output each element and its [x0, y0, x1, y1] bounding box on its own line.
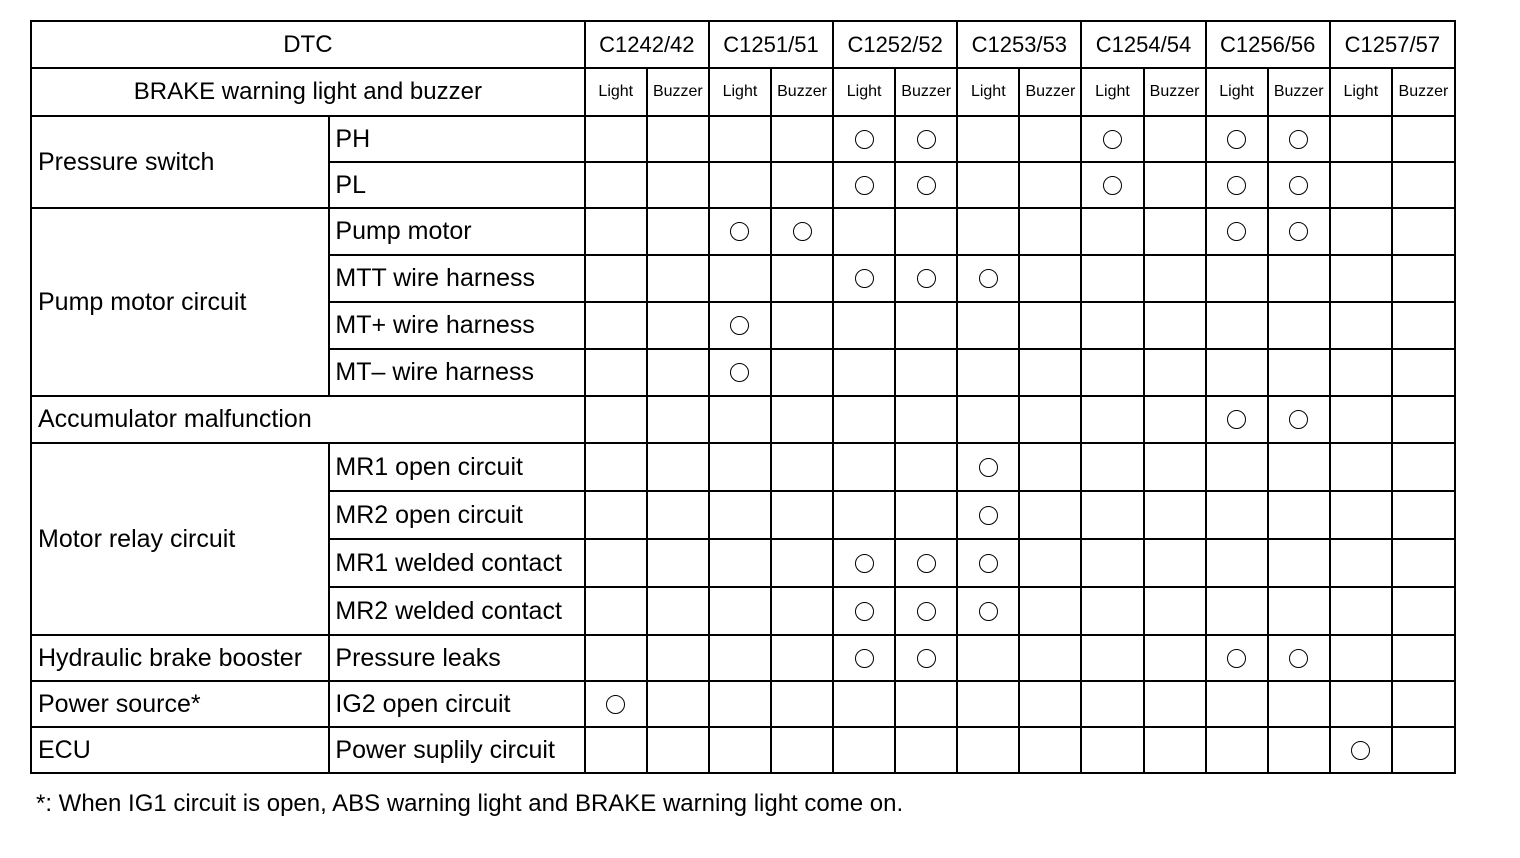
buzzer-mark-cell	[1268, 208, 1330, 255]
circle-mark-icon	[1351, 741, 1370, 760]
circle-mark-icon	[855, 130, 874, 149]
table-row	[31, 116, 1455, 162]
dtc-code: C1254/54	[1081, 21, 1205, 68]
light-mark-cell	[957, 681, 1019, 727]
category-cell: Hydraulic brake booster	[31, 635, 329, 681]
circle-mark-icon	[730, 316, 749, 335]
item-cell: IG2 open circuit	[329, 681, 584, 727]
buzzer-mark-cell	[1144, 587, 1206, 635]
buzzer-mark-cell	[1019, 116, 1081, 162]
light-subheader: Light	[957, 68, 1019, 116]
buzzer-mark-cell	[1392, 349, 1455, 396]
buzzer-mark-cell	[1392, 539, 1455, 587]
buzzer-mark-cell	[1392, 491, 1455, 539]
buzzer-mark-cell	[771, 443, 833, 491]
light-mark-cell	[833, 681, 895, 727]
buzzer-mark-cell	[1268, 255, 1330, 302]
light-mark-cell	[957, 727, 1019, 773]
circle-mark-icon	[1103, 176, 1122, 195]
light-mark-cell	[1330, 302, 1392, 349]
light-mark-cell	[833, 396, 895, 443]
category-cell: Pump motor circuit	[31, 208, 329, 396]
buzzer-mark-cell	[1392, 162, 1455, 208]
buzzer-mark-cell	[895, 491, 957, 539]
buzzer-mark-cell	[1392, 396, 1455, 443]
light-mark-cell	[1206, 635, 1268, 681]
light-mark-cell	[585, 587, 647, 635]
buzzer-mark-cell	[647, 116, 709, 162]
buzzer-mark-cell	[1019, 539, 1081, 587]
light-mark-cell	[957, 635, 1019, 681]
light-mark-cell	[1081, 302, 1143, 349]
buzzer-mark-cell	[1392, 116, 1455, 162]
light-mark-cell	[709, 635, 771, 681]
buzzer-mark-cell	[895, 116, 957, 162]
circle-mark-icon	[979, 554, 998, 573]
buzzer-mark-cell	[1144, 162, 1206, 208]
buzzer-mark-cell	[1268, 727, 1330, 773]
light-mark-cell	[585, 255, 647, 302]
light-mark-cell	[1081, 396, 1143, 443]
item-cell: MR2 open circuit	[329, 491, 584, 539]
circle-mark-icon	[855, 269, 874, 288]
buzzer-mark-cell	[1019, 255, 1081, 302]
light-mark-cell	[585, 349, 647, 396]
buzzer-mark-cell	[895, 208, 957, 255]
item-cell: Pressure leaks	[329, 635, 584, 681]
buzzer-mark-cell	[1144, 255, 1206, 302]
light-mark-cell	[585, 443, 647, 491]
buzzer-subheader: Buzzer	[647, 68, 709, 116]
circle-mark-icon	[917, 602, 936, 621]
light-mark-cell	[1330, 116, 1392, 162]
light-mark-cell	[585, 727, 647, 773]
light-mark-cell	[585, 208, 647, 255]
buzzer-mark-cell	[1144, 681, 1206, 727]
buzzer-mark-cell	[1268, 443, 1330, 491]
light-mark-cell	[833, 491, 895, 539]
light-mark-cell	[957, 302, 1019, 349]
light-mark-cell	[1081, 635, 1143, 681]
buzzer-mark-cell	[647, 635, 709, 681]
light-mark-cell	[585, 116, 647, 162]
buzzer-mark-cell	[647, 539, 709, 587]
buzzer-mark-cell	[895, 635, 957, 681]
buzzer-mark-cell	[895, 255, 957, 302]
buzzer-mark-cell	[1019, 491, 1081, 539]
table-row	[31, 727, 1455, 773]
buzzer-mark-cell	[647, 587, 709, 635]
light-mark-cell	[709, 208, 771, 255]
buzzer-mark-cell	[1392, 681, 1455, 727]
light-mark-cell	[585, 162, 647, 208]
light-mark-cell	[1081, 162, 1143, 208]
buzzer-mark-cell	[1019, 727, 1081, 773]
circle-mark-icon	[917, 130, 936, 149]
buzzer-mark-cell	[1019, 302, 1081, 349]
buzzer-mark-cell	[771, 727, 833, 773]
circle-mark-icon	[730, 363, 749, 382]
light-mark-cell	[1206, 162, 1268, 208]
buzzer-mark-cell	[1268, 302, 1330, 349]
circle-mark-icon	[855, 602, 874, 621]
buzzer-mark-cell	[1019, 635, 1081, 681]
light-mark-cell	[1330, 162, 1392, 208]
buzzer-mark-cell	[1268, 491, 1330, 539]
light-mark-cell	[1330, 491, 1392, 539]
category-cell: Motor relay circuit	[31, 443, 329, 635]
footnote: *: When IG1 circuit is open, ABS warning light and BRAKE warning light come on.	[36, 790, 904, 817]
dtc-label: DTC	[31, 21, 585, 68]
circle-mark-icon	[1103, 130, 1122, 149]
buzzer-mark-cell	[895, 539, 957, 587]
light-mark-cell	[1081, 443, 1143, 491]
buzzer-mark-cell	[647, 349, 709, 396]
circle-mark-icon	[917, 176, 936, 195]
light-mark-cell	[709, 349, 771, 396]
light-mark-cell	[709, 539, 771, 587]
light-mark-cell	[833, 255, 895, 302]
circle-mark-icon	[979, 506, 998, 525]
light-subheader: Light	[709, 68, 771, 116]
buzzer-mark-cell	[895, 162, 957, 208]
dtc-code: C1253/53	[957, 21, 1081, 68]
light-mark-cell	[1206, 491, 1268, 539]
circle-mark-icon	[793, 222, 812, 241]
table-row	[31, 635, 1455, 681]
circle-mark-icon	[1227, 649, 1246, 668]
buzzer-mark-cell	[1019, 162, 1081, 208]
item-cell: PL	[329, 162, 584, 208]
light-mark-cell	[1330, 587, 1392, 635]
dtc-code: C1257/57	[1330, 21, 1455, 68]
light-mark-cell	[833, 302, 895, 349]
dtc-code: C1242/42	[585, 21, 709, 68]
dtc-code: C1256/56	[1206, 21, 1330, 68]
light-mark-cell	[833, 727, 895, 773]
light-mark-cell	[709, 116, 771, 162]
circle-mark-icon	[1289, 130, 1308, 149]
buzzer-mark-cell	[647, 302, 709, 349]
light-mark-cell	[1081, 349, 1143, 396]
item-cell: PH	[329, 116, 584, 162]
buzzer-mark-cell	[895, 349, 957, 396]
buzzer-mark-cell	[1268, 349, 1330, 396]
light-mark-cell	[1081, 208, 1143, 255]
buzzer-mark-cell	[1268, 587, 1330, 635]
buzzer-mark-cell	[1392, 727, 1455, 773]
buzzer-mark-cell	[771, 539, 833, 587]
light-mark-cell	[957, 116, 1019, 162]
table-row	[31, 681, 1455, 727]
buzzer-mark-cell	[1019, 681, 1081, 727]
circle-mark-icon	[1289, 410, 1308, 429]
light-mark-cell	[833, 116, 895, 162]
buzzer-mark-cell	[771, 349, 833, 396]
brake-warning-label: BRAKE warning light and buzzer	[31, 68, 585, 116]
light-mark-cell	[957, 587, 1019, 635]
light-mark-cell	[1206, 539, 1268, 587]
light-mark-cell	[957, 443, 1019, 491]
buzzer-mark-cell	[1019, 349, 1081, 396]
buzzer-mark-cell	[771, 255, 833, 302]
dtc-code: C1252/52	[833, 21, 957, 68]
light-mark-cell	[709, 255, 771, 302]
buzzer-mark-cell	[1144, 491, 1206, 539]
buzzer-mark-cell	[895, 587, 957, 635]
light-subheader: Light	[1206, 68, 1268, 116]
light-mark-cell	[1206, 349, 1268, 396]
buzzer-subheader: Buzzer	[771, 68, 833, 116]
buzzer-mark-cell	[1392, 635, 1455, 681]
buzzer-mark-cell	[1392, 255, 1455, 302]
category-cell: Accumulator malfunction	[31, 396, 585, 443]
light-mark-cell	[585, 302, 647, 349]
item-cell: MR1 open circuit	[329, 443, 584, 491]
dtc-code: C1251/51	[709, 21, 833, 68]
light-mark-cell	[957, 162, 1019, 208]
item-cell: MT+ wire harness	[329, 302, 584, 349]
buzzer-subheader: Buzzer	[895, 68, 957, 116]
table-row	[31, 396, 1455, 443]
light-mark-cell	[1330, 396, 1392, 443]
light-mark-cell	[709, 491, 771, 539]
category-cell: ECU	[31, 727, 329, 773]
buzzer-mark-cell	[771, 162, 833, 208]
buzzer-mark-cell	[895, 443, 957, 491]
buzzer-mark-cell	[1268, 681, 1330, 727]
buzzer-subheader: Buzzer	[1392, 68, 1455, 116]
circle-mark-icon	[979, 269, 998, 288]
buzzer-mark-cell	[771, 116, 833, 162]
light-mark-cell	[585, 491, 647, 539]
light-mark-cell	[957, 349, 1019, 396]
light-mark-cell	[1081, 587, 1143, 635]
buzzer-mark-cell	[1144, 539, 1206, 587]
circle-mark-icon	[1289, 649, 1308, 668]
light-buzzer-header-row	[31, 68, 1455, 116]
light-mark-cell	[1206, 681, 1268, 727]
buzzer-mark-cell	[771, 396, 833, 443]
light-mark-cell	[1206, 116, 1268, 162]
light-mark-cell	[1081, 727, 1143, 773]
table-row	[31, 208, 1455, 255]
buzzer-mark-cell	[647, 208, 709, 255]
light-subheader: Light	[1081, 68, 1143, 116]
light-mark-cell	[1081, 255, 1143, 302]
buzzer-mark-cell	[1144, 727, 1206, 773]
buzzer-mark-cell	[1144, 302, 1206, 349]
buzzer-mark-cell	[647, 255, 709, 302]
buzzer-subheader: Buzzer	[1268, 68, 1330, 116]
light-mark-cell	[1206, 727, 1268, 773]
light-subheader: Light	[1330, 68, 1392, 116]
buzzer-mark-cell	[1019, 587, 1081, 635]
circle-mark-icon	[1227, 130, 1246, 149]
light-mark-cell	[957, 491, 1019, 539]
buzzer-mark-cell	[1268, 396, 1330, 443]
light-mark-cell	[709, 727, 771, 773]
dtc-body	[31, 116, 1455, 773]
buzzer-mark-cell	[1268, 539, 1330, 587]
light-mark-cell	[1330, 727, 1392, 773]
light-mark-cell	[585, 681, 647, 727]
circle-mark-icon	[730, 222, 749, 241]
buzzer-mark-cell	[895, 727, 957, 773]
buzzer-mark-cell	[1392, 587, 1455, 635]
light-mark-cell	[709, 443, 771, 491]
buzzer-mark-cell	[647, 396, 709, 443]
light-mark-cell	[833, 635, 895, 681]
buzzer-mark-cell	[1019, 396, 1081, 443]
buzzer-mark-cell	[647, 681, 709, 727]
light-mark-cell	[1206, 302, 1268, 349]
buzzer-mark-cell	[647, 162, 709, 208]
light-mark-cell	[709, 162, 771, 208]
circle-mark-icon	[1227, 176, 1246, 195]
item-cell: Pump motor	[329, 208, 584, 255]
light-mark-cell	[1330, 208, 1392, 255]
light-mark-cell	[1206, 587, 1268, 635]
light-mark-cell	[1330, 255, 1392, 302]
light-mark-cell	[833, 349, 895, 396]
light-mark-cell	[1330, 539, 1392, 587]
circle-mark-icon	[979, 602, 998, 621]
buzzer-mark-cell	[1019, 443, 1081, 491]
light-mark-cell	[957, 396, 1019, 443]
light-mark-cell	[1081, 681, 1143, 727]
circle-mark-icon	[1227, 410, 1246, 429]
item-cell: Power suplily circuit	[329, 727, 584, 773]
circle-mark-icon	[855, 649, 874, 668]
buzzer-mark-cell	[771, 208, 833, 255]
buzzer-mark-cell	[1144, 208, 1206, 255]
light-mark-cell	[1330, 635, 1392, 681]
buzzer-mark-cell	[771, 491, 833, 539]
buzzer-mark-cell	[1392, 302, 1455, 349]
buzzer-mark-cell	[895, 396, 957, 443]
table-row	[31, 443, 1455, 491]
dtc-header-row	[31, 21, 1455, 68]
item-cell: MT– wire harness	[329, 349, 584, 396]
light-mark-cell	[585, 539, 647, 587]
light-subheader: Light	[585, 68, 647, 116]
buzzer-mark-cell	[771, 587, 833, 635]
light-mark-cell	[1330, 349, 1392, 396]
buzzer-mark-cell	[1392, 443, 1455, 491]
category-cell: Power source*	[31, 681, 329, 727]
light-mark-cell	[1081, 116, 1143, 162]
light-mark-cell	[709, 396, 771, 443]
light-mark-cell	[957, 255, 1019, 302]
light-mark-cell	[1206, 208, 1268, 255]
buzzer-mark-cell	[1268, 162, 1330, 208]
light-mark-cell	[833, 443, 895, 491]
circle-mark-icon	[1289, 222, 1308, 241]
circle-mark-icon	[1289, 176, 1308, 195]
circle-mark-icon	[855, 554, 874, 573]
circle-mark-icon	[917, 269, 936, 288]
light-mark-cell	[1206, 396, 1268, 443]
light-mark-cell	[833, 539, 895, 587]
circle-mark-icon	[979, 458, 998, 477]
light-mark-cell	[1081, 539, 1143, 587]
buzzer-mark-cell	[1392, 208, 1455, 255]
buzzer-mark-cell	[1019, 208, 1081, 255]
circle-mark-icon	[917, 554, 936, 573]
light-mark-cell	[709, 302, 771, 349]
buzzer-mark-cell	[1144, 349, 1206, 396]
category-cell: Pressure switch	[31, 116, 329, 208]
circle-mark-icon	[917, 649, 936, 668]
light-mark-cell	[709, 587, 771, 635]
item-cell: MR2 welded contact	[329, 587, 584, 635]
item-cell: MTT wire harness	[329, 255, 584, 302]
buzzer-mark-cell	[1268, 116, 1330, 162]
light-mark-cell	[709, 681, 771, 727]
buzzer-mark-cell	[895, 681, 957, 727]
light-subheader: Light	[833, 68, 895, 116]
buzzer-mark-cell	[1144, 443, 1206, 491]
light-mark-cell	[833, 208, 895, 255]
buzzer-mark-cell	[771, 302, 833, 349]
light-mark-cell	[1330, 681, 1392, 727]
light-mark-cell	[1206, 443, 1268, 491]
item-cell: MR1 welded contact	[329, 539, 584, 587]
light-mark-cell	[1330, 443, 1392, 491]
buzzer-mark-cell	[647, 727, 709, 773]
light-mark-cell	[1206, 255, 1268, 302]
buzzer-mark-cell	[647, 443, 709, 491]
buzzer-mark-cell	[647, 491, 709, 539]
light-mark-cell	[957, 539, 1019, 587]
light-mark-cell	[1081, 491, 1143, 539]
circle-mark-icon	[606, 695, 625, 714]
buzzer-mark-cell	[771, 681, 833, 727]
circle-mark-icon	[855, 176, 874, 195]
buzzer-mark-cell	[771, 635, 833, 681]
dtc-table	[30, 20, 1456, 774]
light-mark-cell	[833, 162, 895, 208]
light-mark-cell	[833, 587, 895, 635]
buzzer-mark-cell	[1144, 396, 1206, 443]
buzzer-subheader: Buzzer	[1144, 68, 1206, 116]
light-mark-cell	[585, 396, 647, 443]
buzzer-subheader: Buzzer	[1019, 68, 1081, 116]
buzzer-mark-cell	[1268, 635, 1330, 681]
light-mark-cell	[957, 208, 1019, 255]
buzzer-mark-cell	[1144, 116, 1206, 162]
buzzer-mark-cell	[1144, 635, 1206, 681]
buzzer-mark-cell	[895, 302, 957, 349]
light-mark-cell	[585, 635, 647, 681]
circle-mark-icon	[1227, 222, 1246, 241]
